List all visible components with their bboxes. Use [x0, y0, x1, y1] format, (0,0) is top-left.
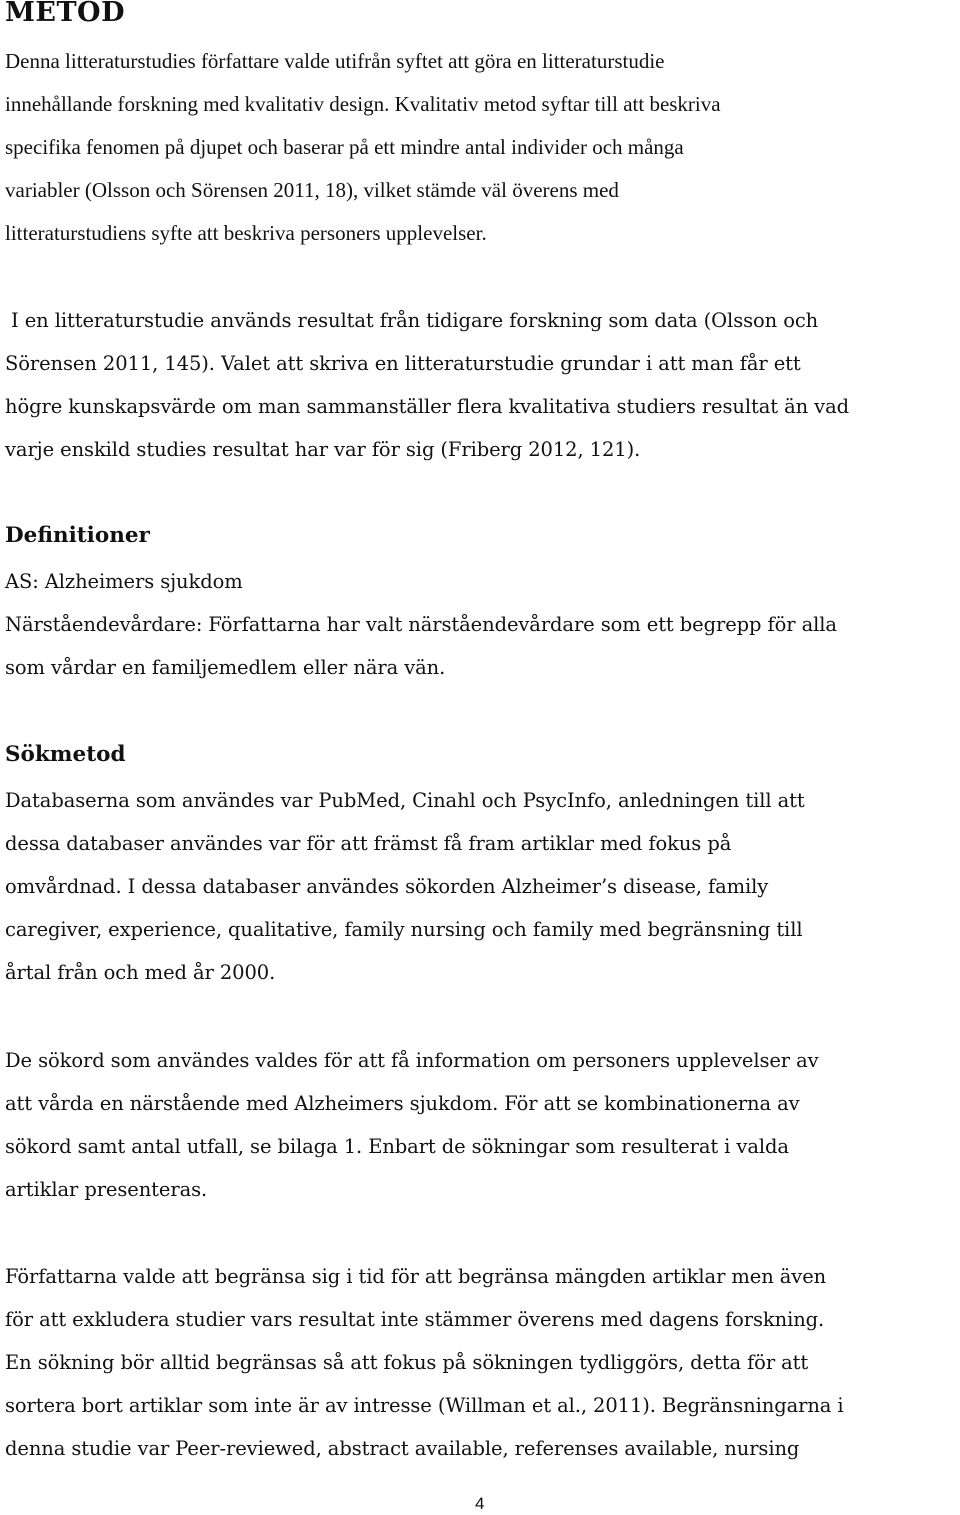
text-line: för att exkludera studier vars resultat inte stämmer överens med dagens forskning. — [5, 1308, 825, 1331]
text-line: årtal från och med år 2000. — [5, 961, 276, 984]
text-line: sökord samt antal utfall, se bilaga 1. Enbart de sökningar som resulterat i valda — [5, 1135, 789, 1158]
text-line: specifika fenomen på djupet och baserar på ett mindre antal individer och många — [5, 135, 684, 159]
definition-line: som vårdar en familjemedlem eller nära vän. — [5, 656, 446, 679]
text-line: De sökord som användes valdes för att få information om personers upplevelser av — [5, 1049, 819, 1072]
text-line: högre kunskapsvärde om man sammanställer flera kvalitativa studiers resultat än vad — [5, 395, 850, 418]
text-line: att vårda en närstående med Alzheimers sjukdom. För att se kombinationerna av — [5, 1092, 800, 1115]
text-line: Författarna valde att begränsa sig i tid för att begränsa mängden artiklar men även — [5, 1265, 827, 1288]
text-line: Denna litteraturstudies författare valde utifrån syftet att göra en litteraturstudie — [5, 49, 665, 73]
search-paragraph-1 — [5, 779, 805, 994]
search-paragraph-2 — [5, 1039, 819, 1211]
definition-line: Närståendevårdare: Författarna har valt närståendevårdare som ett begrepp för alla — [5, 613, 837, 636]
second-paragraph — [5, 299, 849, 471]
page-number: 4 — [475, 1494, 485, 1513]
text-line: litteraturstudiens syfte att beskriva personers upplevelser. — [5, 221, 487, 245]
heading-definitioner: Definitioner — [5, 523, 150, 548]
intro-paragraph — [5, 40, 905, 255]
text-line: sortera bort artiklar som inte är av intresse (Willman et al., 2011). Begränsningarna i — [5, 1394, 844, 1417]
text-line: En sökning bör alltid begränsas så att fokus på sökningen tydliggörs, detta för att — [5, 1351, 809, 1374]
search-paragraph-3 — [5, 1255, 844, 1470]
heading-sokmetod: Sökmetod — [5, 742, 126, 767]
text-line: varje enskild studies resultat har var för sig (Friberg 2012, 121). — [5, 438, 641, 461]
text-line: innehållande forskning med kvalitativ design. Kvalitativ metod syftar till att beskriva — [5, 92, 721, 116]
definitions-paragraph — [5, 560, 837, 689]
text-line: Sörensen 2011, 145). Valet att skriva en litteraturstudie grundar i att man får ett — [5, 352, 801, 375]
text-line: Databaserna som användes var PubMed, Cinahl och PsycInfo, anledningen till att — [5, 789, 805, 812]
text-line: omvårdnad. I dessa databaser användes sökorden Alzheimer’s disease, family — [5, 875, 769, 898]
text-line: I en litteraturstudie används resultat från tidigare forskning som data (Olsson och — [11, 309, 819, 332]
definition-line: AS: Alzheimers sjukdom — [5, 570, 243, 593]
text-line: dessa databaser användes var för att främst få fram artiklar med fokus på — [5, 832, 732, 855]
text-line: caregiver, experience, qualitative, family nursing och family med begränsning till — [5, 918, 803, 941]
text-line: artiklar presenteras. — [5, 1178, 208, 1201]
text-line: denna studie var Peer-reviewed, abstract available, referenses available, nursing — [5, 1437, 800, 1460]
text-line: variabler (Olsson och Sörensen 2011, 18), vilket stämde väl överens med — [5, 178, 619, 202]
section-title-metod: METOD — [5, 0, 125, 28]
